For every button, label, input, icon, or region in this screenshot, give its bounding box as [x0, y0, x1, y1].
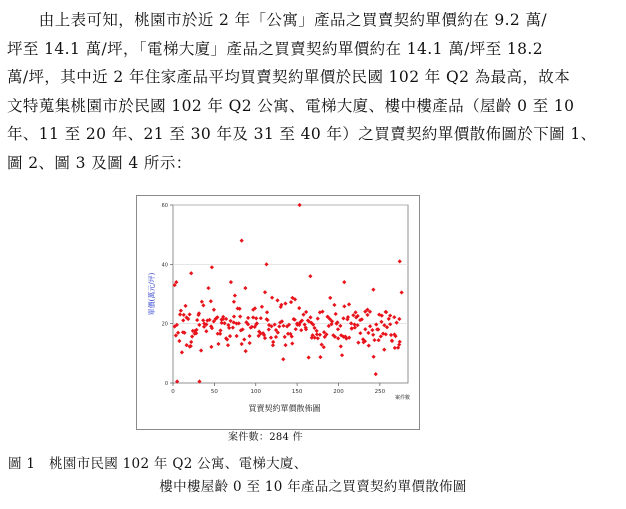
- data-point: [384, 310, 388, 314]
- data-point: [290, 341, 294, 345]
- data-point: [365, 313, 369, 317]
- y-tick-label: 0: [164, 381, 168, 387]
- data-point: [350, 327, 354, 331]
- data-point: [395, 321, 399, 325]
- x-axis-end-label: 案件數: [394, 395, 410, 401]
- data-point: [372, 338, 376, 342]
- data-point: [209, 299, 213, 303]
- y-tick-label: 20: [161, 321, 168, 328]
- y-axis-title: 單價(萬元/坪): [148, 272, 156, 316]
- data-point: [247, 334, 251, 338]
- data-point: [201, 318, 205, 322]
- data-point: [204, 329, 208, 333]
- data-point: [283, 335, 287, 339]
- data-point: [209, 345, 213, 349]
- data-point: [308, 315, 312, 319]
- data-point: [242, 337, 246, 341]
- data-point: [189, 271, 193, 275]
- data-point: [318, 355, 322, 359]
- data-point: [218, 328, 222, 332]
- data-point: [226, 343, 230, 347]
- data-point: [336, 327, 340, 331]
- data-point: [277, 324, 281, 328]
- data-point: [307, 355, 311, 359]
- data-point: [178, 312, 182, 316]
- data-point: [254, 316, 258, 320]
- data-point: [240, 239, 244, 243]
- data-point: [200, 300, 204, 304]
- data-point: [212, 308, 216, 312]
- data-point: [382, 348, 386, 352]
- data-point: [390, 339, 394, 343]
- x-tick-label: 0: [171, 389, 175, 395]
- data-point: [183, 304, 187, 308]
- data-point: [206, 286, 210, 290]
- data-point: [340, 353, 344, 357]
- data-point: [368, 324, 372, 328]
- data-point: [281, 357, 285, 361]
- data-point: [388, 322, 392, 326]
- data-point: [283, 301, 287, 305]
- data-point: [358, 331, 362, 335]
- data-point: [374, 322, 378, 326]
- data-point: [244, 349, 248, 353]
- data-point: [367, 344, 371, 348]
- data-point: [379, 334, 383, 338]
- data-point: [188, 312, 192, 316]
- data-point: [371, 288, 375, 292]
- data-point: [267, 327, 271, 331]
- paragraph-line: 萬/坪，其中近 2 年住家產品平均買賣契約單價於民國 102 年 Q2 為最高，故本: [7, 68, 571, 87]
- y-tick-label: 40: [161, 262, 168, 269]
- data-point: [347, 302, 351, 306]
- data-point: [349, 321, 353, 325]
- data-point: [332, 303, 336, 307]
- y-tick-label: 60: [161, 203, 168, 209]
- data-point: [366, 331, 370, 335]
- case-count-label: 案件數：284 件: [228, 432, 303, 443]
- data-point: [195, 318, 199, 322]
- data-point: [235, 334, 239, 338]
- data-point: [264, 262, 268, 266]
- data-point: [238, 314, 242, 318]
- x-tick-label: 150: [291, 389, 303, 395]
- data-point: [275, 298, 279, 302]
- data-point: [260, 305, 264, 309]
- x-tick-label: 250: [374, 389, 386, 395]
- data-point: [316, 317, 320, 321]
- data-point: [397, 317, 401, 321]
- data-point: [304, 310, 308, 314]
- data-point: [265, 310, 269, 314]
- data-point: [299, 328, 303, 332]
- figure-caption-line-1: 圖 1 桃園市民國 102 年 Q2 公寓、電梯大廈、: [8, 456, 308, 472]
- paragraph-line: 坪至 14.1 萬/坪，「電梯大廈」產品之買賣契約單價約在 14.1 萬/坪至 18.2: [7, 39, 543, 58]
- data-point: [222, 321, 226, 325]
- data-point: [269, 336, 273, 340]
- x-tick-label: 100: [250, 389, 261, 395]
- data-point: [339, 344, 343, 348]
- paragraph-line: 由上表可知，桃園市於近 2 年「公寓」產品之買賣契約單價約在 9.2 萬/: [7, 11, 548, 29]
- data-point: [392, 315, 396, 319]
- data-point: [177, 339, 181, 343]
- data-point: [301, 313, 305, 317]
- scatter-plot: [137, 196, 419, 429]
- data-point: [229, 280, 233, 284]
- data-point: [298, 203, 302, 207]
- data-point: [363, 327, 367, 331]
- data-point: [233, 293, 237, 297]
- data-point: [181, 318, 185, 322]
- data-point: [179, 309, 183, 313]
- data-point: [356, 341, 360, 345]
- data-point: [341, 316, 345, 320]
- data-point: [342, 304, 346, 308]
- data-point: [370, 328, 374, 332]
- data-point: [231, 325, 235, 329]
- data-point: [270, 296, 274, 300]
- data-point: [228, 334, 232, 338]
- data-point: [283, 343, 287, 347]
- data-point: [263, 336, 267, 340]
- data-point: [353, 310, 357, 314]
- data-point: [398, 259, 402, 263]
- data-point: [371, 333, 375, 337]
- data-point: [274, 335, 278, 339]
- data-point: [389, 333, 393, 337]
- data-point: [246, 316, 250, 320]
- data-point: [342, 280, 346, 284]
- data-point: [400, 290, 404, 294]
- data-point: [353, 325, 357, 329]
- paragraph-line: 文特蒐集桃園市於民國 102 年 Q2 公寓、電梯大廈、樓中樓產品（屋齡 0 至 10: [7, 96, 575, 115]
- data-point: [218, 332, 222, 336]
- data-point: [259, 316, 263, 320]
- data-point: [201, 303, 205, 307]
- data-point: [240, 342, 244, 346]
- data-point: [294, 327, 298, 331]
- data-point: [210, 265, 214, 269]
- data-point: [379, 320, 383, 324]
- data-point: [182, 313, 186, 317]
- intro-paragraph: [7, 6, 619, 178]
- data-point: [398, 340, 402, 344]
- paragraph-line: 年、11 至 20 年、21 至 30 年及 31 至 40 年）之買賣契約單價散佈圖於下圖 1、: [7, 125, 597, 144]
- scatter-chart-frame: [136, 195, 420, 430]
- data-point: [180, 350, 184, 354]
- data-point: [251, 315, 255, 319]
- data-point: [374, 372, 378, 376]
- data-point: [308, 274, 312, 278]
- paragraph-line: 圖 2、圖 3 及圖 4 所示：: [7, 153, 192, 172]
- data-point: [372, 355, 376, 359]
- figure-caption-line-2: 樓中樓屋齡 0 至 10 年產品之買賣契約單價散佈圖: [159, 479, 467, 495]
- data-point: [216, 342, 220, 346]
- data-point: [271, 340, 275, 344]
- data-point: [243, 286, 247, 290]
- data-point: [190, 334, 194, 338]
- data-point: [199, 348, 203, 352]
- data-point: [281, 324, 285, 328]
- data-point: [189, 340, 193, 344]
- data-point: [263, 290, 267, 294]
- data-point: [248, 341, 252, 345]
- data-point: [297, 306, 301, 310]
- x-axis-title: 買賣契約單價散佈圖: [248, 404, 321, 413]
- data-point: [289, 300, 293, 304]
- data-point: [334, 312, 338, 316]
- data-point: [318, 333, 322, 337]
- data-point: [376, 338, 380, 342]
- data-point: [232, 300, 236, 304]
- data-point: [232, 314, 236, 318]
- data-point: [338, 324, 342, 328]
- data-point: [316, 336, 320, 340]
- data-point: [328, 296, 332, 300]
- x-tick-label: 200: [333, 389, 344, 395]
- x-tick-label: 50: [210, 389, 218, 395]
